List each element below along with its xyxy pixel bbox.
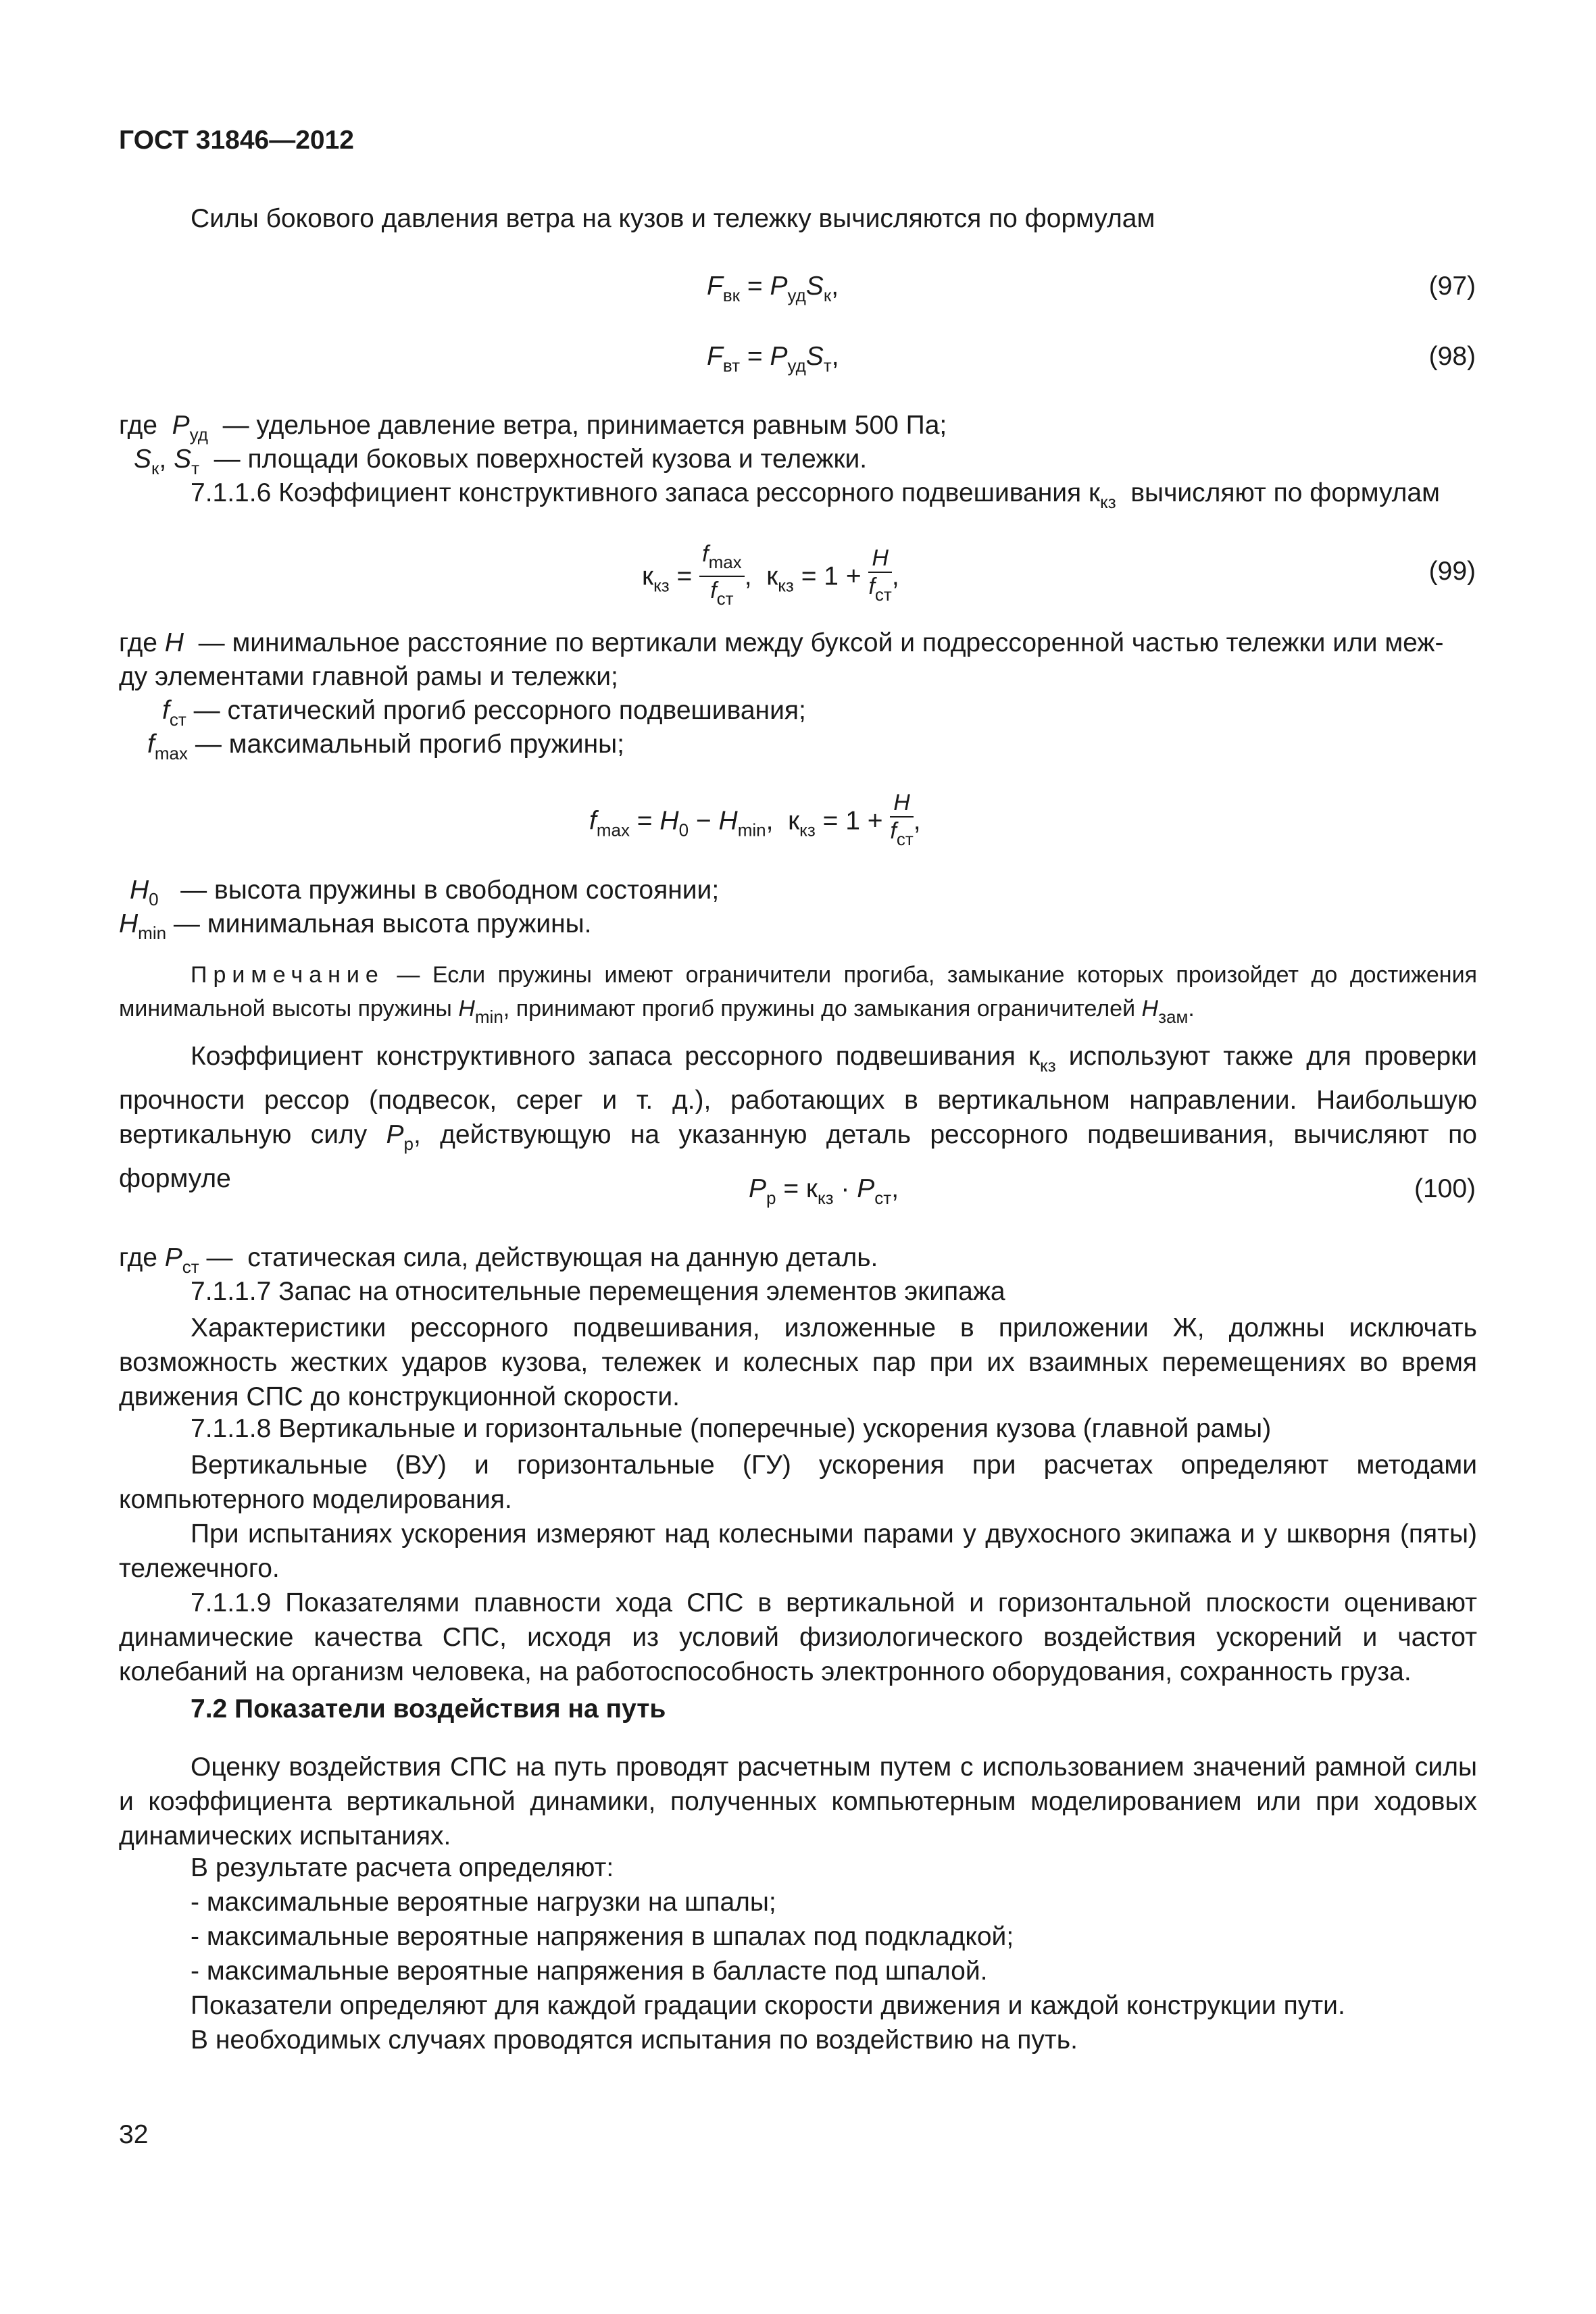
paragraph-7117: 7.1.1.7 Запас на относительные перемещения элементов экипажа xyxy=(191,1277,1005,1306)
note: Примечание — Если пружины имеют ограничители прогиба, замыкание которых произойдет до достижения минимальной высоты пружины $H_{min}$, принимают прогиб пружины до замыкания ограничителей $H_{зам}$. xyxy=(119,962,1477,1027)
section-heading-7-2: 7.2 Показатели воздействия на путь xyxy=(191,1694,666,1724)
paragraph-indicators: Показатели определяют для каждой градации скорости движения и каждой конструкции пути. xyxy=(191,1991,1345,2020)
definition-pud: где $P_{уд}$ — удельное давление ветра, принимается равным 500 Па; xyxy=(119,411,947,445)
paragraph-7118: 7.1.1.8 Вертикальные и горизонтальные (поперечные) ускорения кузова (главной рамы) xyxy=(191,1414,1272,1443)
paragraph-7119: 7.1.1.9 Показателями плавности хода СПС в вертикальной и горизонтальной плоскости оценивают динамические качества СПС, исходя из условий физиологического воздействия ускорений и частот колебаний на организм человека, на работоспособность электронного оборудования, сохранность груза. xyxy=(119,1588,1477,1686)
definition-hmin: $H_{min}$ — минимальная высота пружины. xyxy=(119,909,592,943)
intro-text: Силы бокового давления ветра на кузов и тележку вычисляются по формулам xyxy=(191,204,1155,233)
equation-98: $F_{вт} = P_{уд}S_т$, xyxy=(707,342,839,376)
equation-number-98: (98) xyxy=(1428,342,1476,371)
definition-h-continued: ду элементами главной рамы и тележки; xyxy=(119,662,618,691)
equation-99: $к_{кз}$ = $\frac{f_{max}}{f_{ст}}$ , $к_{кз} = 1$ + $\frac{H}{f_{ст}}$ , xyxy=(642,541,899,609)
paragraph-characteristics: Характеристики рессорного подвешивания, изложенные в приложении Ж, должны исключать возможность жестких ударов кузова, тележек и колесных пар при их взаимных перемещениях во время движения СПС до конструкционной скорости. xyxy=(119,1313,1477,1411)
paragraph-result: В результате расчета определяют: xyxy=(191,1853,614,1882)
paragraph-tests: При испытаниях ускорения измеряют над колесными парами у двухосного экипажа и у шкворня (пяты) тележечного. xyxy=(119,1519,1477,1583)
paragraph-accelerations: Вертикальные (ВУ) и горизонтальные (ГУ) ускорения при расчетах определяют методами компьютерного моделирования. xyxy=(119,1451,1477,1514)
equation-97: $F_{вк} = P_{уд}S_к$, xyxy=(707,272,839,305)
equation-100: $P_р = к_{кз} \cdot P_{ст}$, xyxy=(749,1174,899,1208)
paragraph-7116: 7.1.1.6 Коэффициент конструктивного запаса рессорного подвешивания $к_{кз}$ вычисляют по формулам xyxy=(191,478,1440,512)
paragraph-assessment: Оценку воздействия СПС на путь проводят расчетным путем с использованием значений рамной силы и коэффициента вертикальной динамики, полученных компьютерным моделированием или при ходовых динамических испытаниях. xyxy=(119,1753,1477,1851)
list-item: - максимальные вероятные напряжения в балласте под шпалой. xyxy=(191,1957,988,1986)
document-header: ГОСТ 31846—2012 xyxy=(119,126,354,155)
page-number: 32 xyxy=(119,2120,149,2149)
definition-fst: $f_{ст}$ — статический прогиб рессорного подвешивания; xyxy=(162,696,806,730)
equation-number-99: (99) xyxy=(1428,557,1476,586)
definition-pst: где $P_{ст}$ — статическая сила, действующая на данную деталь. xyxy=(119,1243,878,1277)
equation-fmax: $f_{max} = H_0 - H_{min}$, $к_{кз} = 1$ + $\frac{H}{f_{ст}}$ , xyxy=(589,790,921,849)
list-item: - максимальные вероятные нагрузки на шпалы; xyxy=(191,1888,776,1917)
list-item: - максимальные вероятные напряжения в шпалах под подкладкой; xyxy=(191,1922,1014,1951)
equation-number-100: (100) xyxy=(1414,1174,1476,1203)
definition-h0: $H_0$ — высота пружины в свободном состоянии; xyxy=(130,876,720,909)
definition-fmax: $f_{max}$ — максимальный прогиб пружины; xyxy=(147,730,624,763)
paragraph-coefficient: Коэффициент конструктивного запаса рессорного подвешивания $к_{кз}$ используют также для проверки прочности рессор (подвесок, серег и т. д.), работающих в вертикальном направлении. Наибольшую вертикальную силу $P_р$, действующую на указанную деталь рессорного подвешивания, вычисляют по формуле xyxy=(119,1042,1477,1193)
paragraph-necessary: В необходимых случаях проводятся испытания по воздействию на путь. xyxy=(191,2026,1078,2055)
definition-sk-st: $S_к$, $S_т$ — площади боковых поверхностей кузова и тележки. xyxy=(134,445,868,478)
equation-number-97: (97) xyxy=(1428,272,1476,301)
definition-h: где H — минимальное расстояние по вертикали между буксой и подрессоренной частью тележки или меж- xyxy=(119,628,1444,657)
